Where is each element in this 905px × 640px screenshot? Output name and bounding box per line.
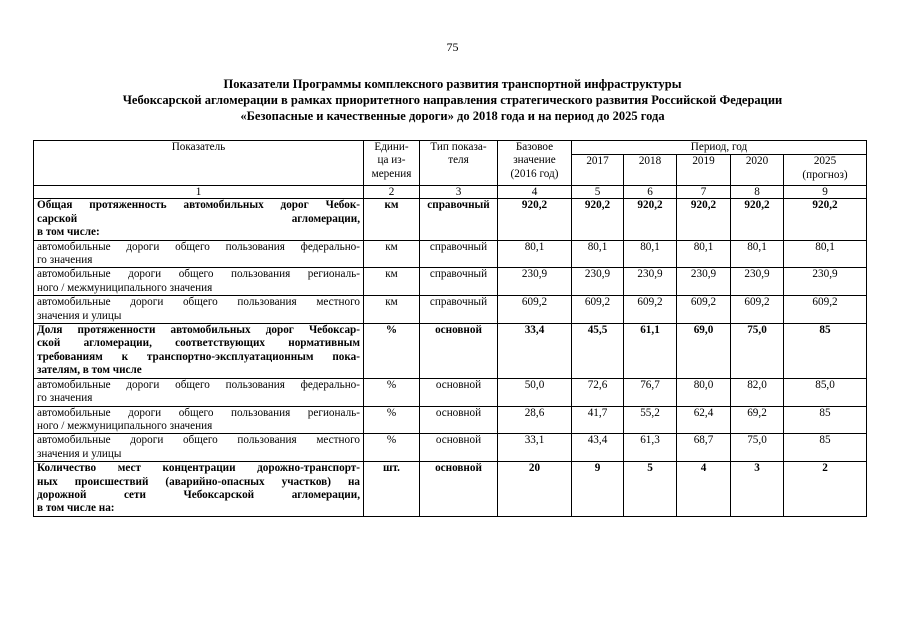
value-2017-cell: 230,9 <box>572 268 624 296</box>
indicator-text-line: го значения <box>37 392 93 405</box>
table-row <box>34 462 867 517</box>
unit-cell: % <box>364 324 420 379</box>
value-2020-cell: 230,9 <box>731 268 784 296</box>
type-cell: основной <box>420 324 498 379</box>
column-number: 6 <box>624 186 677 199</box>
value-2019-cell: 80,1 <box>677 240 731 268</box>
value-2018-cell: 55,2 <box>624 406 677 434</box>
unit-cell: км <box>364 199 420 240</box>
indicator-text-line: Общая протяженность автомобильных дорог Чебок- <box>37 199 360 212</box>
value-2018-cell: 5 <box>624 462 677 517</box>
column-number: 3 <box>420 186 498 199</box>
value-2019-cell: 609,2 <box>677 296 731 324</box>
indicator-text-line: ного / межмуниципального значения <box>37 419 213 432</box>
indicator-text-line: значения и улицы <box>37 309 122 322</box>
value-2025-cell: 85 <box>784 324 867 379</box>
value-2025-cell: 920,2 <box>784 199 867 240</box>
table-row <box>34 406 867 434</box>
type-cell: основной <box>420 434 498 462</box>
base-value-cell: 28,6 <box>498 406 572 434</box>
indicator-text-line: значения и улицы <box>37 447 122 460</box>
base-value-cell: 33,4 <box>498 324 572 379</box>
base-value-cell: 230,9 <box>498 268 572 296</box>
base-value-cell: 920,2 <box>498 199 572 240</box>
column-number: 5 <box>572 186 624 199</box>
header-period: Период, год <box>572 141 867 155</box>
title-line-3: «Безопасные и качественные дороги» до 2018 года и на период до 2025 года <box>240 109 665 123</box>
value-2017-cell: 43,4 <box>572 434 624 462</box>
indicator-text-line: ных происшествий (аварийно-опасных участков) на <box>37 475 360 488</box>
indicator-text-line: автомобильные дороги общего пользования региональ- <box>37 268 360 281</box>
header-year-2020: 2020 <box>731 155 784 186</box>
value-2025-cell: 2 <box>784 462 867 517</box>
title-line-1: Показатели Программы комплексного развития транспортной инфраструктуры <box>223 77 682 91</box>
indicators-table <box>33 140 867 517</box>
value-2019-cell: 80,0 <box>677 378 731 406</box>
indicator-cell <box>34 296 364 324</box>
base-value-cell: 33,1 <box>498 434 572 462</box>
value-2025-cell: 80,1 <box>784 240 867 268</box>
header-year-2025: 2025 (прогноз) <box>784 155 867 186</box>
unit-cell: км <box>364 240 420 268</box>
unit-cell: шт. <box>364 462 420 517</box>
indicator-text-line: в том числе: <box>37 226 100 239</box>
document-title <box>30 76 875 124</box>
page-number: 75 <box>446 40 459 54</box>
indicator-cell <box>34 268 364 296</box>
header-indicator: Показатель <box>34 141 364 186</box>
indicator-text-line: автомобильные дороги общего пользования региональ- <box>37 406 360 419</box>
value-2020-cell: 82,0 <box>731 378 784 406</box>
value-2018-cell: 61,3 <box>624 434 677 462</box>
column-number: 4 <box>498 186 572 199</box>
base-value-cell: 609,2 <box>498 296 572 324</box>
column-number: 8 <box>731 186 784 199</box>
unit-cell: км <box>364 268 420 296</box>
table-row <box>34 434 867 462</box>
value-2020-cell: 609,2 <box>731 296 784 324</box>
value-2017-cell: 45,5 <box>572 324 624 379</box>
value-2020-cell: 80,1 <box>731 240 784 268</box>
indicator-text-line: требованиям к транспортно-эксплуатационным пока- <box>37 350 360 363</box>
value-2019-cell: 69,0 <box>677 324 731 379</box>
indicator-text-line: го значения <box>37 254 93 267</box>
unit-cell: % <box>364 406 420 434</box>
indicator-text-line: в том числе на: <box>37 502 115 515</box>
value-2017-cell: 41,7 <box>572 406 624 434</box>
indicator-cell <box>34 434 364 462</box>
indicator-text-line: Количество мест концентрации дорожно-транспорт- <box>37 462 360 475</box>
unit-cell: км <box>364 296 420 324</box>
type-cell: основной <box>420 378 498 406</box>
header-type: Тип показа- теля <box>420 141 498 186</box>
header-unit: Едини- ца из- мерения <box>364 141 420 186</box>
indicator-text-line: дорожной сети Чебоксарской агломерации, <box>37 488 360 501</box>
value-2019-cell: 4 <box>677 462 731 517</box>
type-cell: справочный <box>420 199 498 240</box>
value-2019-cell: 230,9 <box>677 268 731 296</box>
type-cell: справочный <box>420 240 498 268</box>
indicator-cell <box>34 378 364 406</box>
column-number: 7 <box>677 186 731 199</box>
value-2017-cell: 72,6 <box>572 378 624 406</box>
type-cell: справочный <box>420 268 498 296</box>
table-row <box>34 240 867 268</box>
unit-cell: % <box>364 378 420 406</box>
table-row <box>34 268 867 296</box>
indicator-cell <box>34 199 364 240</box>
table-body <box>34 199 867 516</box>
header-year-2017: 2017 <box>572 155 624 186</box>
indicator-cell <box>34 240 364 268</box>
value-2018-cell: 230,9 <box>624 268 677 296</box>
header-base-value: Базовое значение (2016 год) <box>498 141 572 186</box>
indicator-cell <box>34 406 364 434</box>
value-2019-cell: 920,2 <box>677 199 731 240</box>
indicator-text-line: ской агломерации, соответствующих нормативным <box>37 337 360 350</box>
table-row <box>34 378 867 406</box>
value-2020-cell: 3 <box>731 462 784 517</box>
value-2020-cell: 75,0 <box>731 434 784 462</box>
value-2020-cell: 75,0 <box>731 324 784 379</box>
base-value-cell: 80,1 <box>498 240 572 268</box>
column-number: 9 <box>784 186 867 199</box>
value-2020-cell: 69,2 <box>731 406 784 434</box>
value-2018-cell: 76,7 <box>624 378 677 406</box>
header-year-2019: 2019 <box>677 155 731 186</box>
value-2018-cell: 80,1 <box>624 240 677 268</box>
value-2019-cell: 68,7 <box>677 434 731 462</box>
value-2017-cell: 9 <box>572 462 624 517</box>
value-2018-cell: 609,2 <box>624 296 677 324</box>
title-line-2: Чебоксарской агломерации в рамках приоритетного направления стратегического развития Российской Федерации <box>122 93 783 107</box>
base-value-cell: 50,0 <box>498 378 572 406</box>
value-2025-cell: 85 <box>784 406 867 434</box>
indicator-text-line: автомобильные дороги общего пользования местного <box>37 434 360 447</box>
value-2025-cell: 609,2 <box>784 296 867 324</box>
indicator-text-line: Доля протяженности автомобильных дорог Чебоксар- <box>37 324 360 337</box>
value-2017-cell: 920,2 <box>572 199 624 240</box>
type-cell: основной <box>420 406 498 434</box>
value-2017-cell: 80,1 <box>572 240 624 268</box>
value-2017-cell: 609,2 <box>572 296 624 324</box>
value-2025-cell: 85,0 <box>784 378 867 406</box>
indicator-text-line: автомобильные дороги общего пользования местного <box>37 296 360 309</box>
value-2019-cell: 62,4 <box>677 406 731 434</box>
header-year-2018: 2018 <box>624 155 677 186</box>
indicator-text-line: сарской агломерации, <box>37 212 360 225</box>
type-cell: основной <box>420 462 498 517</box>
type-cell: справочный <box>420 296 498 324</box>
value-2025-cell: 85 <box>784 434 867 462</box>
indicator-text-line: автомобильные дороги общего пользования федерально- <box>37 240 360 253</box>
base-value-cell: 20 <box>498 462 572 517</box>
table-row <box>34 324 867 379</box>
column-numbers-row <box>34 186 867 199</box>
indicator-text-line: ного / межмуниципального значения <box>37 281 213 294</box>
indicator-cell <box>34 462 364 517</box>
indicator-cell <box>34 324 364 379</box>
unit-cell: % <box>364 434 420 462</box>
table-row <box>34 296 867 324</box>
indicator-text-line: автомобильные дороги общего пользования федерально- <box>37 378 360 391</box>
value-2020-cell: 920,2 <box>731 199 784 240</box>
value-2025-cell: 230,9 <box>784 268 867 296</box>
header-row <box>34 141 867 155</box>
column-number: 2 <box>364 186 420 199</box>
indicator-text-line: зателям, в том числе <box>37 364 142 377</box>
value-2018-cell: 61,1 <box>624 324 677 379</box>
table-row <box>34 199 867 240</box>
value-2018-cell: 920,2 <box>624 199 677 240</box>
column-number: 1 <box>34 186 364 199</box>
